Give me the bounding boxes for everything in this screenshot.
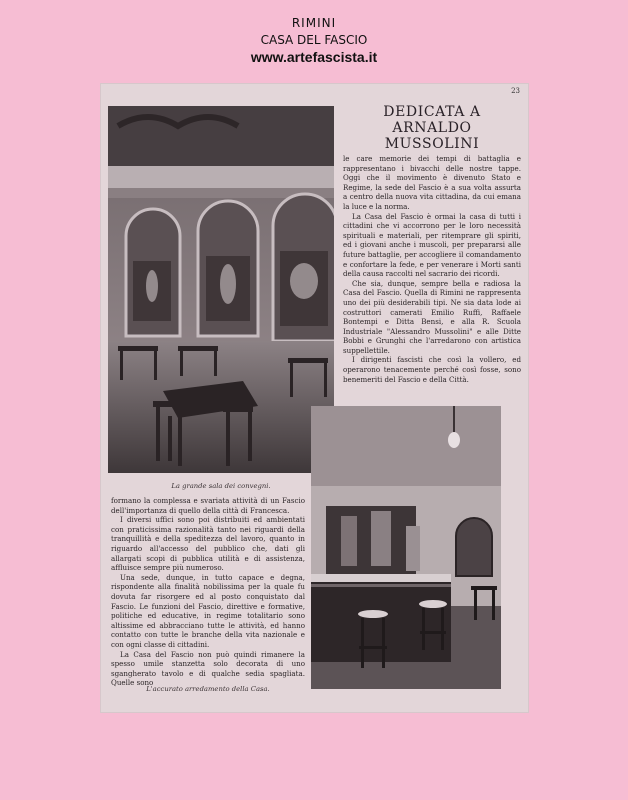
page-number: 23	[511, 87, 520, 95]
title-line-1: DEDICATA A ARNALDO	[383, 104, 481, 136]
article-title	[344, 104, 520, 152]
left-paragraph-2: I diversi uffici sono poi distribuiti ed ambientati con praticissima razionalità tanto nei riguardi della tranquillità e della speditezza del lavoro, quanto in riguardo all'accesso del pubblico che, dati gli allargati scopi di pubblica utilità e di assistenza, affluisce sempre più numeroso.	[111, 515, 305, 573]
hall-photo	[108, 106, 334, 473]
bar-caption: L'accurato arredamento della Casa.	[146, 685, 270, 693]
right-paragraph-4: I dirigenti fascisti che così la vollero, ed operarono tenacemente perché così fosse, sono benemeriti del Fascio e della Città.	[343, 355, 521, 384]
right-paragraph-2: La Casa del Fascio è ormai la casa di tutti i cittadini che vi accorrono per le loro necessità spirituali e materiali, per ritemprare gli spiriti, ed i giovani anche i muscoli, per prepararsi alle future battaglie, per accogliere il comandamento e confortare la fede, e per venerare i Morti santi della causa raccolti nel sacrario dei ricordi.	[343, 211, 521, 279]
hall-caption: La grande sala dei convegni.	[171, 482, 271, 490]
left-paragraph-3: Una sede, dunque, in tutto capace e degna, rispondente alla finalità nobilissima per la quale fu dovuta far risorgere ed al posto conquistato dal Fascio. Le funzioni del Fascio, direttive e formative, politiche ed educative, in regime totalitario sono altissime ed abbracciano tutte le attività, ed hanno contatto con tutte le branche della vita nazionale e con ogni classe di cittadini.	[111, 572, 305, 649]
title-line-2: MUSSOLINI	[384, 136, 480, 152]
site-header-subtitle: CASA DEL FASCIO	[260, 33, 368, 47]
site-header-city: RIMINI	[291, 16, 337, 30]
left-paragraph-4: La Casa del Fascio non può quindi rimanere la spesso umile stanzetta solo decorata di uno sgangherato tavolo e di qualche sedia spagliata. Quelle sono	[111, 649, 305, 688]
right-paragraph-1: le care memorie dei tempi di battaglia e rappresentano i bivacchi delle nostre tappe. Oggi che il movimento è divenuto Stato e Regime, la sede del Fascio è a sua volta assurta a centro della nuova vita cittadina, da cui emana la luce e la norma.	[343, 154, 521, 211]
site-url-link[interactable]: www.artefascista.it	[250, 49, 378, 65]
right-column-text	[343, 154, 521, 384]
scanned-page	[101, 84, 528, 712]
left-paragraph-1: formano la complessa e svariata attività di un Fascio dell'importanza di quello della città di Francesca.	[111, 496, 305, 515]
left-column-text	[111, 496, 305, 688]
bar-photo	[311, 406, 501, 689]
right-paragraph-3: Che sia, dunque, sempre bella e radiosa la Casa del Fascio. Quella di Rimini ne rappresenta uno dei più desiderabili tipi. Ne sia data lode ai costruttori camerati Emilio Ruffi, Raffaele Bontempi e Ditta Bensi, e alla R. Scuola Industriale "Alessandro Mussolini" e alle Ditte Bobbi e Grunghi che l'arredarono con artistica suppellettile.	[343, 278, 521, 355]
